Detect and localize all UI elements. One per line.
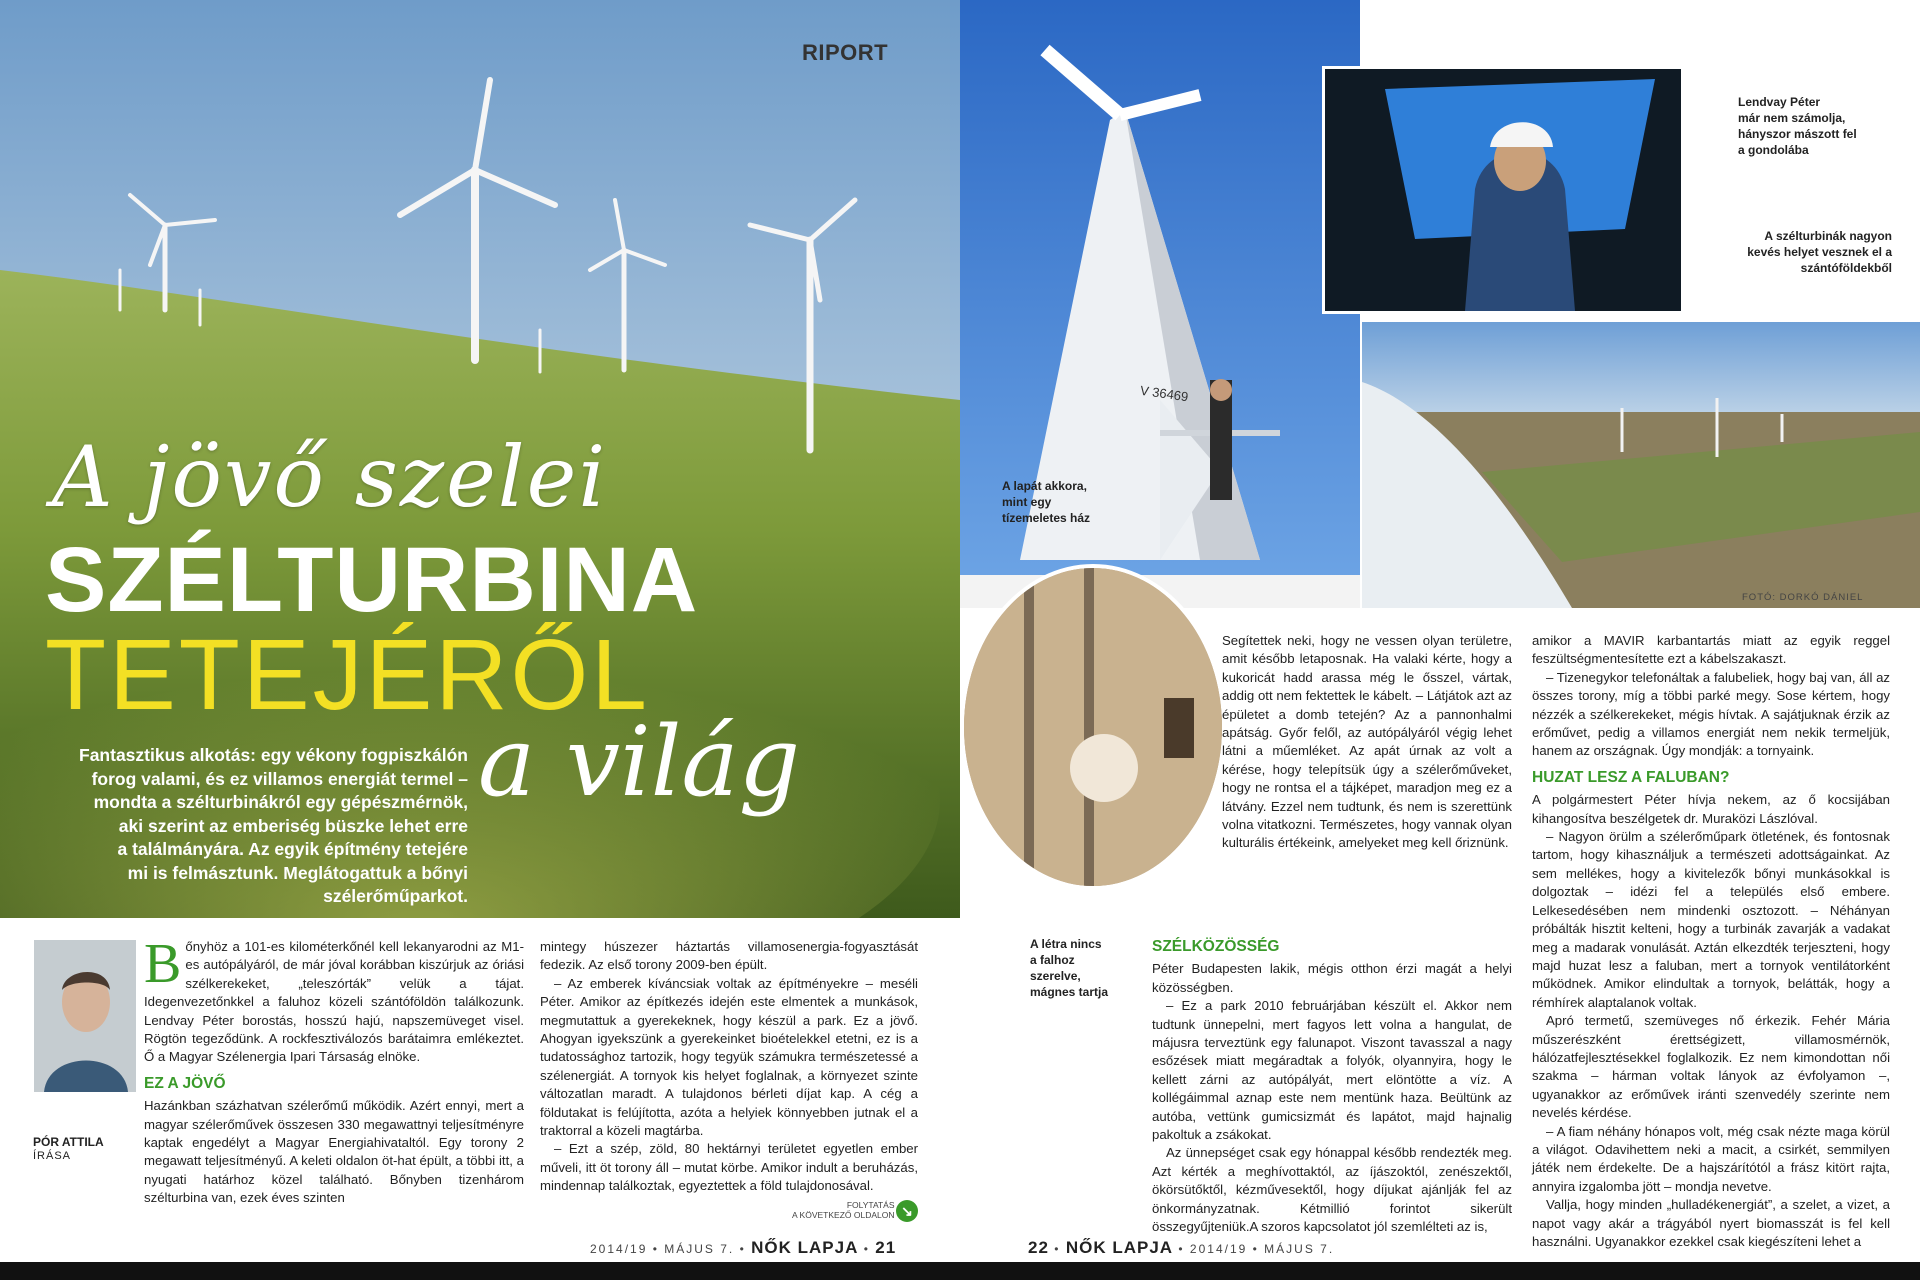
folio-page-number: 22	[1028, 1238, 1049, 1257]
caption-line: hányszor mászott fel	[1738, 127, 1857, 141]
intro-line: mondta a szélturbinákról egy gépészmérnök,	[93, 792, 468, 812]
intro-line: forog valami, és ez villamos energiát termel –	[91, 768, 468, 789]
drop-cap: B	[144, 933, 182, 995]
section-kicker: RIPORT	[802, 40, 889, 65]
body-paragraph: Hazánkban százhatvan szélerőmű működik. Azért ennyi, mert a magyar szélerőművek összesen 330 megawattnyi teljesítményre kaptak engedélyt a Magyar Energiahivataltól. Egy torony 2 megawatt teljesítményű. A keleti oldalon öt-hat épült, a többi itt, a nyugati határhoz közel található. Bőnyben tizenhárom szélturbina van, ezek éves szinten	[144, 1098, 524, 1206]
title-script-line-1: A jövő szelei	[52, 428, 608, 526]
folio-magazine: NŐK LAPJA	[751, 1238, 859, 1257]
title-line-2: SZÉLTURBINA	[45, 529, 699, 631]
caption-line: kevés helyet vesznek el a	[1747, 245, 1892, 259]
author-name: PÓR ATTILA	[33, 1135, 104, 1149]
body-column-2	[540, 938, 918, 1196]
intro-line: mi is felmásztunk. Meglátogattuk a bőnyi	[127, 862, 468, 883]
photo-ladder	[960, 564, 1226, 890]
aerial-illustration	[1362, 322, 1920, 608]
caption-line: A lapát akkora,	[1002, 479, 1087, 493]
continue-arrow-icon: ↘	[896, 1200, 918, 1222]
caption-ladder	[1030, 936, 1108, 1000]
photo-credit: FOTÓ: DORKÓ DÁNIEL	[1742, 592, 1864, 603]
body-paragraph: Vallja, hogy minden „hulladékenergiát”, a szelet, a vizet, a napot vagy akár a trágyából nyert biomasszát is fel kell használni. Ugyanakkor ezekkel csak kiegészíteni lehet a	[1532, 1197, 1890, 1249]
caption-line: mágnes tartja	[1030, 985, 1109, 999]
body-column-3-top	[1222, 632, 1512, 853]
tower-serial-label: V 36469	[1139, 382, 1190, 405]
folio-magazine: NŐK LAPJA	[1065, 1238, 1174, 1257]
body-column-1	[144, 933, 524, 1208]
body-paragraph: amikor a MAVIR karbantartás miatt az egyik reggel feszültségmentesítette ezt a kábelszakaszt.	[1532, 633, 1890, 667]
folio-right: 22 • NŐK LAPJA • 2014/19 • MÁJUS 7.	[1028, 1238, 1335, 1257]
continue-line: A KÖVETKEZŐ OLDALON	[792, 1210, 895, 1220]
folio-page-number: 21	[875, 1238, 897, 1257]
lead-text: őnyhöz a 101-es kilométerkőnél kell lekanyarodni az M1-es autópályáról, de már jóval korábban kiszúrjuk az óriási szélkerekeket, „teleszórták” velük a tájat. Idegenvezetőnkkel a faluhoz közeli szántóföldön találkozunk. Lendvay Péter borostás, hosszú hajú, napszemüveget visel. Rögtön tegeződünk. A rockfesztiválozós barátaimra emlékeztet. Ő a Magyar Szélenergia Ipari Társaság elnöke.	[144, 939, 524, 1065]
intro-line: aki szerint az emberiség büszke lehet erre	[118, 815, 468, 836]
caption-line: a gondolába	[1738, 143, 1809, 157]
title-script-line-4: a világ	[478, 706, 801, 818]
caption-line: A szélturbinák nagyon	[1764, 229, 1892, 243]
caption-line: Lendvay Péter	[1738, 95, 1821, 109]
continue-line: FOLYTATÁS	[846, 1200, 895, 1210]
section-heading: SZÉLKÖZÖSSÉG	[1152, 938, 1280, 955]
body-paragraph: Péter Budapesten lakik, mégis otthon érzi magát a helyi közösségben.	[1152, 961, 1512, 995]
author-portrait	[34, 940, 136, 1092]
title-line-3: TETEJÉRŐL	[45, 619, 650, 731]
ladder-illustration	[964, 568, 1222, 886]
body-paragraph: – Ez a park 2010 februárjában készült el. Akkor nem tudtunk ünnepelni, mert fagyos lett volna a hangulat, de májusra terveztünk egy falunapot. Viszont tavasszal a nagy esőzések miatt megáradtak a folyók, olyannyira, hogy le kellett zárni az autópályát, mert elöntötte a víz. A kollégáimmal aznap este nem mentünk haza. Beültünk az autóba, vettünk gumicsizmát és lapátot, majd hajnalig pakoltuk a zsákokat.	[1152, 998, 1512, 1143]
body-paragraph: – Tizenegykor telefonáltak a falubeliek, hogy baj van, áll az összes torony, míg a többi parké megy. Sose kértem, hogy nézzék a szélkerekeket, mégis hívtak. A sajátjuknak érzik az erőművet, pedig a villamos energiát nem nekik termeljük, hanem az országnak. Úgy mondják: a tornyaink.	[1532, 669, 1890, 759]
body-paragraph: – Nagyon örülm a szélerőműpark ötletének, és fontosnak tartom, hogy kihasználjuk a természeti adottságainkat. Az sem mellékes, hogy a kivitelezők bőnyi munkásokkal is dolgoztak – idézi fel a település első embere. Lelkesedésében nem mindenki osztozott. – Néhányan próbálták hisztit kelteni, hogy a turbinák zavarják a vadakat meg a madarak vonulását. Aztán elkezdték terjeszteni, hogy majd huzat lesz a faluban, mert a tornyok ventilátorként működnek. Amikor elindultak a tornyok, belátták, hogy a rémhírek alaptalanok voltak.	[1532, 829, 1890, 1010]
intro-line: Fantasztikus alkotás: egy vékony fogpiszkálón	[79, 745, 468, 765]
author-photo	[34, 940, 136, 1092]
body-paragraph: Apró termetű, szemüveges nő érkezik. Fehér Mária műszerészként érettségizett, villamosmérnök, hálózatfejlesztésekkel foglalkozik. Ez nem kimondottan női szakma – hárman voltak lányok az évfolyamon –, ugyanakkor az erőművek iránti szenvedély szerinte nem nevelés kérdése.	[1532, 1013, 1890, 1121]
body-paragraph: Segítettek neki, hogy ne vessen olyan területre, amit később letaposnak. Ha valaki kérte, hogy a kukoricát hadd arassa még le ősszel, vártak, addig ott nem fektettek le kábelt. – Látjátok azt az épületet a domb tetején? Az a pannonhalmi apátság. Győr felől, az autópályáról végig lehet látni a műemléket. Az apát úrnak az volt a kérése, hogy telepítsük úgy a szélerőműveket, hogy ne rontsa el a tájképet, maradjon meg ez a látvány. Ezzel nem tudtunk, és nem is szerettünk volna vitatkozni. Természetes, hogy vannak olyan kulturális értékeink, amelyeket meg kell őriznünk.	[1222, 633, 1512, 851]
continue-note	[792, 1200, 895, 1220]
photo-aerial-fields	[1362, 322, 1920, 608]
caption-line: A létra nincs	[1030, 937, 1102, 951]
section-heading: HUZAT LESZ A FALUBAN?	[1532, 768, 1730, 786]
caption-line: tízemeletes ház	[1002, 511, 1091, 525]
body-column-3-bottom	[1152, 938, 1512, 1237]
bottom-edge	[0, 1262, 1920, 1280]
caption-line: szántóföldekből	[1800, 261, 1892, 275]
folio-left: 2014/19 • MÁJUS 7. • NŐK LAPJA • 21	[590, 1238, 897, 1257]
section-heading: EZ A JÖVŐ	[144, 1074, 226, 1092]
folio-date: 2014/19 • MÁJUS 7. •	[590, 1242, 746, 1256]
folio-date: • 2014/19 • MÁJUS 7.	[1178, 1242, 1335, 1256]
caption-gondola	[1738, 94, 1857, 158]
intro-paragraph	[48, 744, 468, 909]
caption-line: már nem számolja,	[1738, 111, 1846, 125]
body-paragraph: A polgármestert Péter hívja nekem, az ő kocsijában kihangosítva beszélgetek dr. Muraközi Lászlóval.	[1532, 792, 1890, 826]
caption-blade	[1002, 478, 1090, 526]
caption-line: a falhoz	[1030, 953, 1075, 967]
caption-fields	[1702, 228, 1892, 276]
caption-line: mint egy	[1002, 495, 1052, 509]
body-paragraph: – A fiam néhány hónapos volt, még csak nézte maga körül a világot. Odavihettem neki a macit, a csirkét, semmilyen játék nem érdekelte. De a hajszárítótól a frász kitört rajta, annyira izgalomba jött – mondja nevetve.	[1532, 1123, 1890, 1194]
body-paragraph: – Ezt a szép, zöld, 80 hektárnyi területet egyetlen ember műveli, itt öt torony áll – mutat körbe. Amikor indult a beruházás, mindennap találkoztak, egyeztettek a föld tulajdonosával.	[540, 1141, 918, 1194]
photo-gondola	[1322, 66, 1684, 314]
intro-line: a találmányára. Az egyik építmény tetejére	[117, 839, 468, 859]
body-paragraph: mintegy húszezer háztartás villamosenergia-fogyasztását fedezik. Az első torony 2009-ben épült.	[540, 939, 918, 973]
intro-line: szélerőműparkot.	[323, 886, 468, 906]
caption-line: szerelve,	[1030, 969, 1081, 983]
gondola-illustration	[1325, 69, 1681, 311]
body-paragraph: – Az emberek kíváncsiak voltak az építményekre – meséli Péter. Amikor az építkezés idején este elmentek a munkások, megmutattuk a gyerekeknek, hogy készül a park. Ez a jövő. Ahogyan igyekszünk a gyerekeinket bioételekkel etetni, ez is a tudatossághoz tartozik, hogy tegyük számukra természetessé a szélenergiát. A tornyok kis helyet foglalnak, a környezet szinte változatlan maradt. A tulajdonos bérleti díjat kap. A cég a földutakat is felújította, azóta a helyiek könnyebben jutnak el a traktorral a közeli magtárba.	[540, 975, 918, 1139]
body-column-4	[1532, 632, 1890, 1251]
body-paragraph: Az ünnepséget csak egy hónappal később rendezték meg. Azt kérték a meghívottaktól, az íjászoktól, zenészektől, ökörsütőktől, kézművesektől, hogy díjukat ajánlják fel az önkormányzatnak. Kétmillió forintot sikerült összegyűjteniük.A szoros kapcsolatot jól szemlélteti az is,	[1152, 1145, 1512, 1235]
author-role: ÍRÁSA	[33, 1150, 72, 1162]
